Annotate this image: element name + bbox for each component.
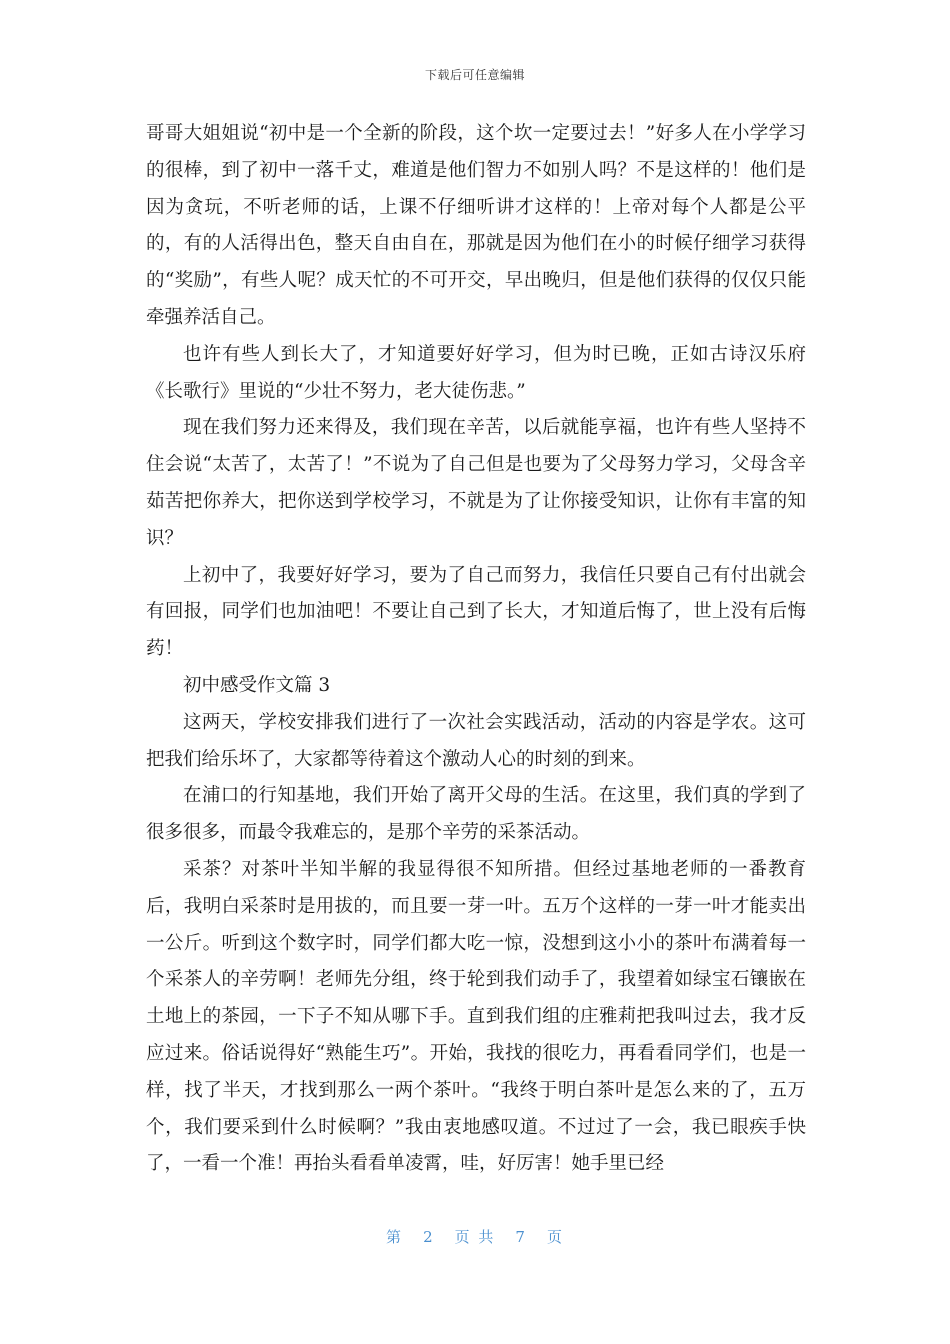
document-body: [146, 116, 806, 1183]
page-number-footer: [0, 1226, 950, 1247]
section-title: 初中感受作文篇 3: [183, 674, 331, 696]
paragraph: 采茶？对茶叶半知半解的我显得很不知所措。但经过基地老师的一番教育后，我明白采茶时是用拔的，而且要一芽一叶。五万个这样的一芽一叶才能卖出一公斤。听到这个数字时，同学们都大吃一惊，没想到这小小的茶叶布满着每一个采茶人的辛劳啊！老师先分组，终于轮到我们动手了，我望着如绿宝石镶嵌在土地上的茶园，一下子不知从哪下手。直到我们组的庄雅莉把我叫过去，我才反应过来。俗话说得好“熟能生巧”。开始，我找的很吃力，再看看同学们，也是一样，找了半天，才找到那么一两个茶叶。“我终于明白茶叶是怎么来的了，五万个，我们要采到什么时候啊？”我由衷地感叹道。不过过了一会，我已眼疾手快了，一看一个准！再抬头看看单凌霄，哇，好厉害！她手里已经: [146, 858, 806, 1175]
total-pages-number: 7: [515, 1228, 527, 1246]
page-suffix: 页: [546, 1228, 564, 1246]
current-page-number: 2: [423, 1228, 435, 1246]
paragraph-continued: 哥哥大姐姐说“初中是一个全新的阶段，这个坎一定要过去！”好多人在小学学习的很棒，到了初中一落千丈，难道是他们智力不如别人吗？不是这样的！他们是因为贪玩，不听老师的话，上课不仔细听讲才这样的！上帝对每个人都是公平的，有的人活得出色，整天自由自在，那就是因为他们在小的时候仔细学习获得的“奖励”，有些人呢？成天忙的不可开交，早出晚归，但是他们获得的仅仅只能牵强养活自己。: [146, 123, 806, 328]
page-prefix: 第: [386, 1228, 404, 1246]
paragraph: 这两天，学校安排我们进行了一次社会实践活动，活动的内容是学农。这可把我们给乐坏了，大家都等待着这个激动人心的时刻的到来。: [146, 711, 806, 770]
paragraph: 上初中了，我要好好学习，要为了自己而努力，我信任只要自己有付出就会有回报，同学们也加油吧！不要让自己到了长大，才知道后悔了，世上没有后悔药！: [146, 564, 806, 660]
paragraph: 现在我们努力还来得及，我们现在辛苦，以后就能享福，也许有些人坚持不住会说“太苦了，太苦了！”不说为了自己但是也要为了父母努力学习，父母含辛茹苦把你养大，把你送到学校学习，不就是为了让你接受知识，让你有丰富的知识？: [146, 417, 806, 549]
paragraph: 在浦口的行知基地，我们开始了离开父母的生活。在这里，我们真的学到了很多很多，而最令我难忘的，是那个辛劳的采茶活动。: [146, 785, 806, 844]
page-middle: 页 共: [454, 1228, 496, 1246]
page-header: 下载后可任意编辑: [424, 68, 525, 82]
paragraph: 也许有些人到长大了，才知道要好好学习，但为时已晚，正如古诗汉乐府《长歌行》里说的“少壮不努力，老大徒伤悲。”: [146, 343, 806, 402]
